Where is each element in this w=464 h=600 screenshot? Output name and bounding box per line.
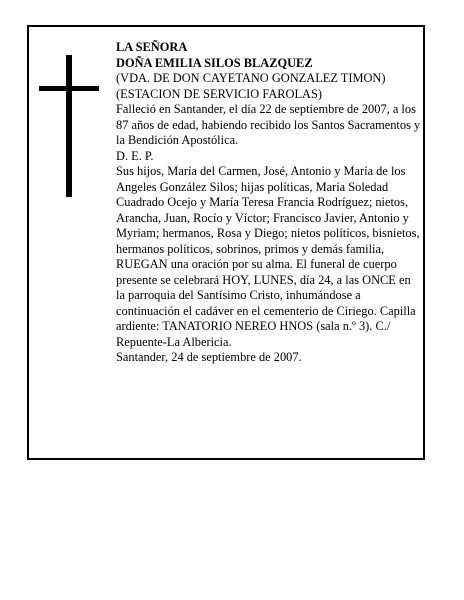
rip-line: D. E. P. [116,148,154,163]
notice-title: LA SEÑORA [116,40,188,54]
notice-text-block [116,40,421,366]
cross-horizontal-bar [39,86,99,91]
obituary-notice [27,25,425,460]
funeral-paragraph: RUEGAN una oración por su alma. El funeral de cuerpo presente se celebrará HOY, LUNES, día 24, a las ONCE en la parroquia del Santísimo Cristo, inhumándose a continuación el cadáver en el cementerio de Ciriego. Capilla ardiente: TANATORIO NEREO HNOS (sala n.º 3). C./ Repuente-La Albericia. [116,257,416,349]
widow-line: (VDA. DE DON CAYETANO GONZALEZ TIMON) [116,71,386,85]
death-paragraph: Falleció en Santander, el día 22 de septiembre de 2007, a los 87 años de edad, habiendo recibido los Santos Sacramentos y la Bendición Apostólica. [116,102,421,147]
closing-line: Santander, 24 de septiembre de 2007. [116,350,302,364]
family-paragraph: Sus hijos, María del Carmen, José, Antonio y María de los Angeles González Silos; hijas políticas, María Soledad Cuadrado Ocejo y María Teresa Francia Rodríguez; nietos, Arancha, Juan, Rocío y Víctor; Francisco Javier, Antonio y Myriam; hermanos, Rosa y Diego; nietos políticos, bisnietos, hermanos políticos, sobrinos, primos y demás familia, [116,164,420,256]
business-line: (ESTACION DE SERVICIO FAROLAS) [116,86,323,101]
deceased-name: DOÑA EMILIA SILOS BLAZQUEZ [116,55,313,70]
cross-vertical-bar [66,55,72,197]
cross-icon [39,55,99,197]
